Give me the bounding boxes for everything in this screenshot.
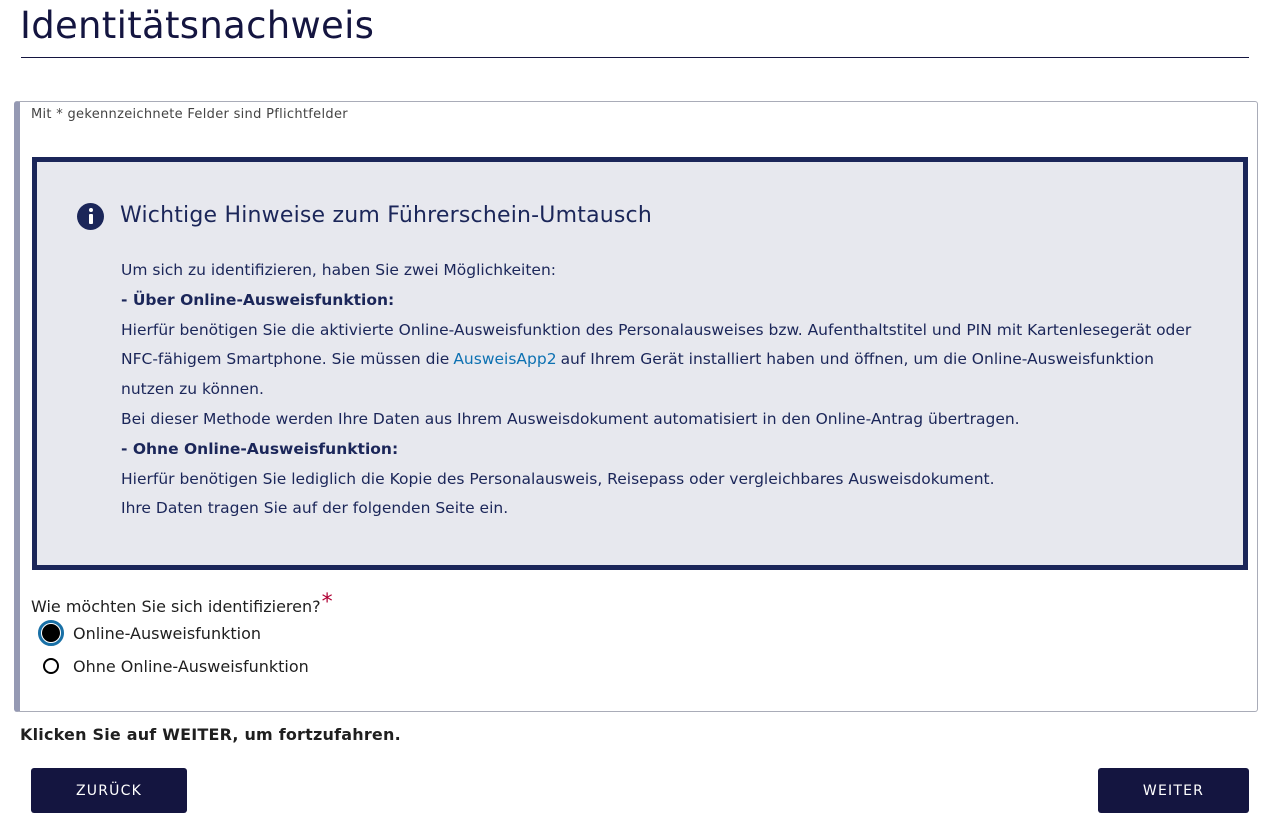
info-intro: Um sich zu identifizieren, haben Sie zwei Möglichkeiten:	[121, 261, 557, 279]
info-icon	[77, 203, 104, 230]
title-divider	[21, 57, 1249, 58]
required-fields-hint: Mit * gekennzeichnete Felder sind Pflichtfelder	[31, 107, 348, 122]
radio-option-online-id[interactable]	[38, 620, 261, 646]
radio-label-without-online-id[interactable]: Ohne Online-Ausweisfunktion	[73, 656, 309, 676]
radio-button-checked[interactable]	[38, 620, 64, 646]
info-notice-title: Wichtige Hinweise zum Führerschein-Umtausch	[120, 203, 652, 228]
info-notice-body	[121, 256, 1201, 524]
option1-text	[121, 316, 1201, 405]
next-button[interactable]: WEITER	[1098, 768, 1249, 813]
identification-question	[31, 590, 333, 618]
radio-option-without-online-id[interactable]	[38, 653, 309, 679]
back-button[interactable]: ZURÜCK	[31, 768, 187, 813]
option2-note: Ihre Daten tragen Sie auf der folgenden Seite ein.	[121, 499, 509, 518]
option2-heading: - Ohne Online-Ausweisfunktion:	[121, 439, 399, 458]
continue-hint: Klicken Sie auf WEITER, um fortzufahren.	[20, 725, 401, 744]
page-title: Identitätsnachweis	[20, 4, 375, 47]
question-label-text: Wie möchten Sie sich identifizieren?	[31, 597, 321, 616]
required-marker: *	[321, 590, 333, 615]
ausweisapp2-link[interactable]: AusweisApp2	[453, 350, 557, 369]
option1-text-a: Hierfür benötigen Sie die aktivierte Online-Ausweisfunktion des Personalausweises bzw. Aufenthaltstitel und PIN mit Kartenlesegerät oder NFC-fähigem Smartphone. Sie müssen die	[121, 320, 1192, 369]
option2-text: Hierfür benötigen Sie lediglich die Kopie des Personalausweis, Reisepass oder vergleichbares Ausweisdokument.	[121, 469, 995, 488]
radio-label-online-id[interactable]: Online-Ausweisfunktion	[73, 623, 261, 643]
option1-note: Bei dieser Methode werden Ihre Daten aus Ihrem Ausweisdokument automatisiert in den Online-Antrag übertragen.	[121, 409, 1020, 428]
option1-heading: - Über Online-Ausweisfunktion:	[121, 290, 395, 309]
radio-button-unchecked[interactable]	[38, 653, 64, 679]
option1-text-b: auf Ihrem Gerät installiert haben und öffnen, um die Online-Ausweisfunktion nutzen zu können.	[121, 350, 1154, 399]
